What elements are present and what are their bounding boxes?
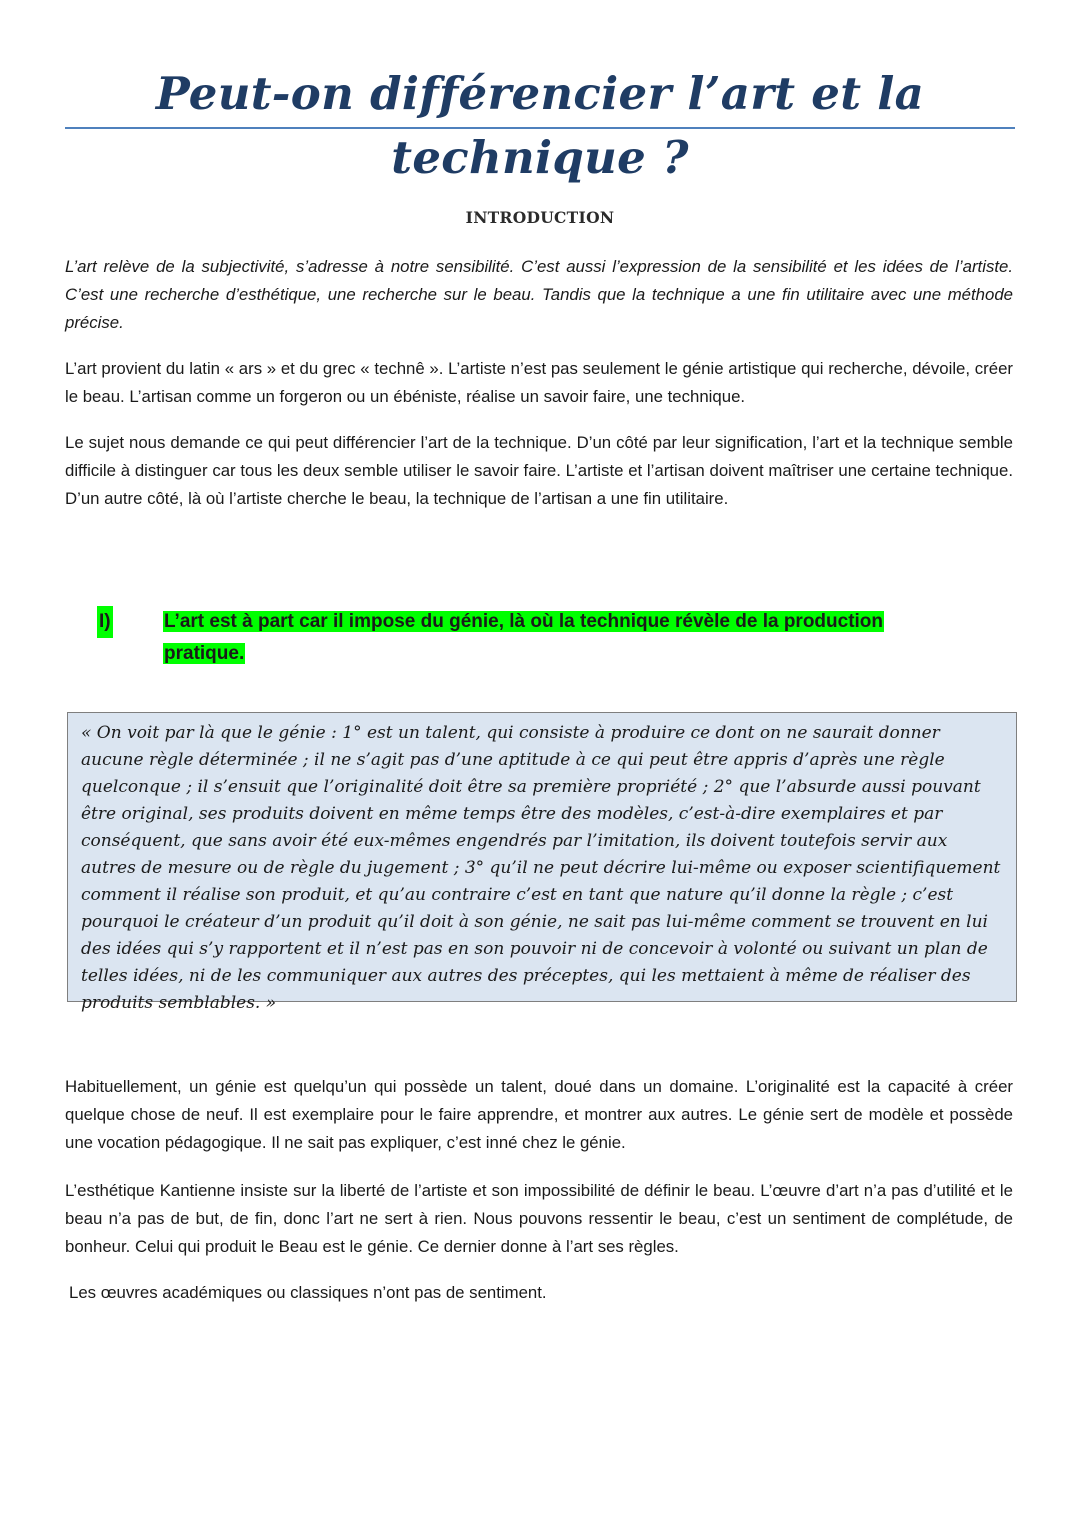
quote-box xyxy=(67,712,1017,1013)
section-heading-text: L’art est à part car il impose du génie, là où la technique révèle de la production pratique. xyxy=(164,611,884,664)
introduction-heading: INTRODUCTION xyxy=(465,208,615,227)
section-heading-text-wrap xyxy=(163,606,943,670)
title-underline xyxy=(65,127,1015,129)
section-paragraph-2: L’esthétique Kantienne insiste sur la liberté de l’artiste et son impossibilité de définir le beau. L’œuvre d’art n’a pas d’utilité et le beau n’a pas de but, de fin, donc l’art ne sert à rien. Nous pouvons ressentir le beau, c’est un sentiment de complétude, de bonheur. Celui qui produit le Beau est le génie. Ce dernier donne à l’art ses règles. xyxy=(65,1181,1013,1256)
kant-quote: « On voit par là que le génie : 1° est un talent, qui consiste à produire ce dont on ne saurait donner aucune règle déterminée ; il ne s’agit pas d’une aptitude à ce qui peut être appris d’après une règle quelconque ; il s’ensuit que l’originalité doit être sa première propriété ; 2° que l’absurde aussi pouvant être original, ses produits doivent en même temps être des modèles, c’est-à-dire exemplaires et par conséquent, que sans avoir été eux-mêmes engendrés par l’imitation, ils doivent toutefois servir aux autres de mesure ou de règle du jugement ; 3° qu’il ne peut décrire lui-même ou exposer scientifiquement comment il réalise son produit, et qu’au contraire c’est en tant que nature qu’il donne la règle ; c’est pourquoi le créateur d’un produit qu’il doit à son génie, ne sait pas lui-même comment se trouvent en lui des idées qui s’y rapportent et il n’est pas en son pouvoir ni de concevoir à volonté ou suivant un plan de telles idées, ni de les communiquer aux autres des préceptes, qui les mettaient à même de réaliser des produits semblables. » xyxy=(81,723,1001,1013)
section-paragraph-1: Habituellement, un génie est quelqu’un qui possède un talent, doué dans un domaine. L’originalité est la capacité à créer quelque chose de neuf. Il est exemplaire pour le faire apprendre, et montrer aux autres. Le génie sert de modèle et possède une vocation pédagogique. Il ne sait pas expliquer, c’est inné chez le génie. xyxy=(65,1077,1013,1152)
section-number: I) xyxy=(97,606,113,638)
intro-paragraph-1: L’art relève de la subjectivité, s’adresse à notre sensibilité. C’est aussi l’expression de la sensibilité et les idées de l’artiste. C’est une recherche d’esthétique, une recherche sur le beau. Tandis que la technique a une fin utilitaire avec une méthode précise. xyxy=(65,257,1013,332)
intro-paragraph-2: L’art provient du latin « ars » et du grec « technê ». L’artiste n’est pas seulement le génie artistique qui recherche, dévoile, créer le beau. L’artisan comme un forgeron ou un ébéniste, réalise un savoir faire, une technique. xyxy=(65,359,1013,406)
page-title: Peut-on différencier l’art et la technique ? xyxy=(155,67,925,184)
intro-paragraph-3: Le sujet nous demande ce qui peut différencier l’art de la technique. D’un côté par leur signification, l’art et la technique semble difficile à distinguer car tous les deux semble utiliser le savoir faire. L’artiste et l’artisan doivent maîtriser une certaine technique. D’un autre côté, là où l’artiste cherche le beau, la technique de l’artisan a une fin utilitaire. xyxy=(65,433,1013,508)
section-paragraph-3: Les œuvres académiques ou classiques n’ont pas de sentiment. xyxy=(69,1283,547,1302)
